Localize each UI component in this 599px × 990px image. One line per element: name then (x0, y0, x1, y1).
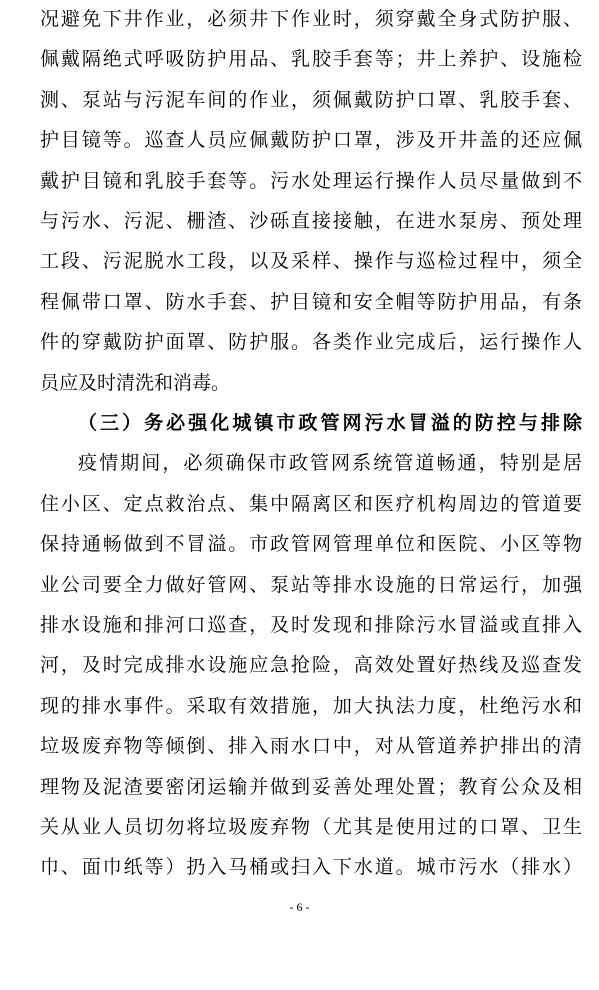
text-line: 业公司要全力做好管网、泵站等排水设施的日常运行，加强 (40, 573, 582, 596)
text-line: 巾、面巾纸等）扔入马桶或扫入下水道。城市污水（排水） (40, 856, 582, 879)
text-line: 件的穿戴防护面罩、防护服。各类作业完成后，运行操作人 (40, 331, 582, 354)
text-line: 与污水、污泥、栅渣、沙砾直接接触，在进水泵房、预处理 (40, 210, 582, 232)
text-line: 疫情期间，必须确保市政管网系统管道畅通，特别是居 (78, 452, 582, 475)
text-line: 戴护目镜和乳胶手套等。污水处理运行操作人员尽量做到不 (40, 169, 582, 192)
text-line: 程佩带口罩、防水手套、护目镜和安全帽等防护用品，有条 (40, 290, 582, 313)
text-line: 住小区、定点救治点、集中隔离区和医疗机构周边的管道要 (40, 492, 582, 515)
text-line: 工段、污泥脱水工段，以及采样、操作与巡检过程中，须全 (40, 250, 582, 273)
text-line: 理物及泥渣要密闭运输并做到妥善处理处置；教育公众及相 (40, 775, 582, 798)
text-line: 现的排水事件。采取有效措施，加大执法力度，杜绝污水和 (40, 694, 582, 717)
text-line: 排水设施和排河口巡查，及时发现和排除污水冒溢或直排入 (40, 614, 582, 636)
text-line: 护目镜等。巡查人员应佩戴防护口罩，涉及开井盖的还应佩 (40, 129, 582, 152)
text-line: 佩戴隔绝式呼吸防护用品、乳胶手套等；井上养护、设施检 (40, 48, 582, 71)
text-line: 关从业人员切勿将垃圾废弃物（尤其是使用过的口罩、卫生 (40, 816, 582, 838)
text-line: 保持通畅做到不冒溢。市政管网管理单位和医院、小区等物 (40, 533, 582, 556)
text-line: 员应及时清洗和消毒。 (40, 371, 231, 394)
page-number: - 6 - (289, 899, 310, 914)
text-line: 况避免下井作业，必须井下作业时，须穿戴全身式防护服、 (40, 8, 582, 30)
text-line: 垃圾废弃物等倾倒、排入雨水口中，对从管道养护排出的清 (40, 735, 582, 758)
text-line: 测、泵站与污泥车间的作业，须佩戴防护口罩、乳胶手套、 (40, 88, 582, 111)
section-heading: （三）务必强化城镇市政管网污水冒溢的防控与排除 (78, 412, 582, 434)
text-line: 河，及时完成排水设施应急抢险，高效处置好热线及巡查发 (40, 654, 582, 677)
